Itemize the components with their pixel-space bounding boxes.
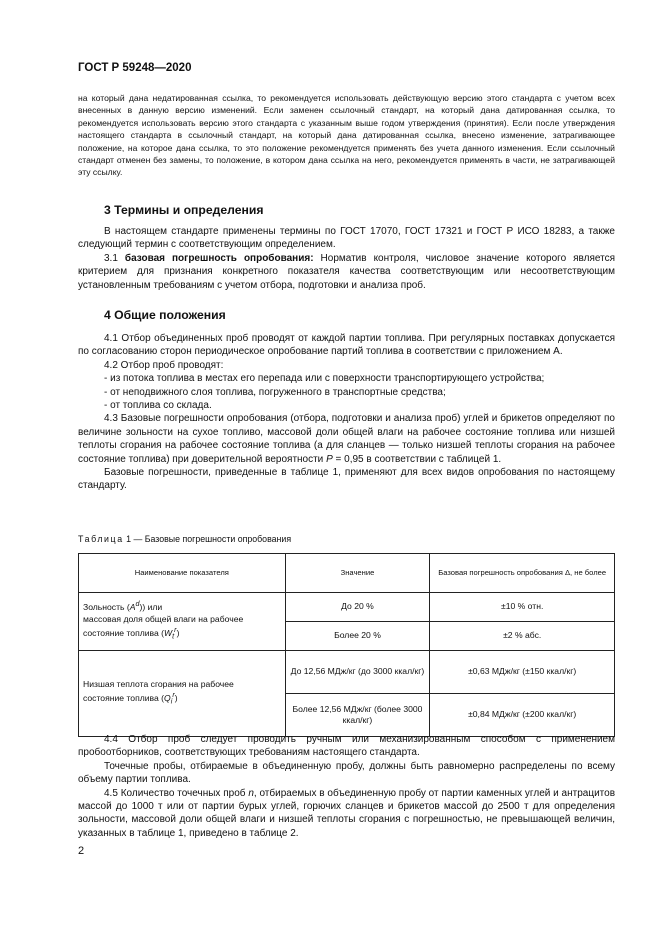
value-cell: До 20 % [285, 593, 430, 622]
section-3-text [78, 225, 615, 292]
paragraph-4-1: 4.1 Отбор объединенных проб проводят от каждой партии топлива. При регулярных поставках допускается по согласованию сторон периодическое опробование партий топлива в соответствии с приложением А. [78, 333, 615, 358]
indicator-calorific-label: Низшая теплота сгорания на рабочее состояние топлива $(Q_i^r)$ [83, 678, 234, 706]
error-table [78, 553, 615, 737]
page-number: 2 [78, 845, 85, 857]
section-3-intro: В настоящем стандарте применены термины по ГОСТ 17070, ГОСТ 17321 и ГОСТ Р ИСО 18283, а также следующий термин с соответствующим определением. [78, 226, 615, 251]
term-definition: 3.1 базовая погрешность опробования: Норматив контроля, числовое значение которого является критерием для признания конкретного показателя качества соответствующим или несоответствующим установленным требованиям с учетом отбора, подготовки и анализа проб. [78, 252, 615, 291]
indicator-calorific [79, 651, 286, 737]
table-row [79, 651, 615, 694]
paragraph-4-4: 4.4 Отбор проб следует проводить ручным или механизированным способом с применением пробоотборников, соответствующих требованиям настоящего стандарта. [78, 734, 615, 759]
paragraph-4-5: 4.5 Количество точечных проб n, отбираемых в объединенную пробу от партии каменных углей и антрацитов массой до 1000 т или от партии бурых углей, горючих сланцев и брикетов массой до 2500 т для определения зольности, массовой доли общей влаги и низшей теплоты сгорания с погрешностью, не превышающей величин, указанных в таблице 1, приведено в таблице 2. [78, 787, 616, 839]
value-cell: До 12,56 МДж/кг (до 3000 ккал/кг) [285, 651, 430, 694]
section-3-heading: 3 Термины и определения [104, 203, 264, 217]
table-row [79, 593, 615, 622]
error-cell: ±10 % отн. [430, 593, 615, 622]
header-value: Значение [285, 554, 430, 593]
value-cell: Более 20 % [285, 622, 430, 651]
error-cell: ±0,63 МДж/кг (±150 ккал/кг) [430, 651, 615, 694]
error-cell: ±0,84 МДж/кг (±200 ккал/кг) [430, 694, 615, 737]
paragraph-4-3-b: Базовые погрешности, приведенные в таблице 1, применяют для всех видов опробования по настоящему стандарту. [78, 467, 615, 492]
indicator-ash-label: Зольность $(A^d)$) или массовая доля общей влаги на рабочее состояние топлива $(W_t^r)$ [83, 600, 244, 641]
indicator-ash-moisture [79, 593, 286, 651]
term-name: базовая погрешность опробования: [124, 252, 314, 264]
paragraph-4-3: 4.3 Базовые погрешности опробования (отбора, подготовки и анализа проб) углей и брикетов определяют по величине зольности на сухое топливо, массовой доли общей влаги на рабочее состояние топлива или низшей теплоты сгорания на рабочее состояние топлива (а для сланцев — только низшей теплоты сгорания на рабочее состояние топлива) при доверительной вероятности P = 0,95 в соответствии с таблицей 1. [78, 413, 615, 465]
list-item: - от неподвижного слоя топлива, погруженного в транспортные средства; [104, 386, 446, 398]
after-table-text [78, 733, 615, 840]
paragraph-4-4-b: Точечные пробы, отбираемые в объединенную пробу, должны быть равномерно распределены по всему объему партии топлива. [78, 760, 615, 786]
list-item: - из потока топлива в местах его перепада или с поверхности транспортирующего устройства; [104, 373, 545, 385]
section-4-heading: 4 Общие положения [104, 308, 226, 322]
header-indicator: Наименование показателя [79, 554, 286, 593]
header-error: Базовая погрешность опробования Δ, не более [430, 554, 615, 593]
section-4-text [78, 332, 615, 493]
paragraph-4-2: 4.2 Отбор проб проводят: [104, 359, 224, 371]
document-id: ГОСТ Р 59248—2020 [78, 62, 192, 74]
intro-paragraph: на который дана недатированная ссылка, то рекомендуется использовать действующую версию этого стандарта с учетом всех внесенных в данную версию изменений. Если заменен ссылочный стандарт, на который дана датированная ссылка, то рекомендуется использовать версию этого стандарта с указанным выше годом утверждения (принятия). Если после утверждения настоящего стандарта в ссылочный стандарт, на который дана датированная ссылка, внесено изменение, затрагивающее положение, на которое дана ссылка, то это положение рекомендуется применять без учета данного изменения. Если ссылочный стандарт отменен без замены, то положение, в котором дана ссылка на него, рекомендуется применять в части, не затрагивающей эту ссылку. [78, 93, 615, 178]
value-cell: Более 12,56 МДж/кг (более 3000 ккал/кг) [285, 694, 430, 737]
table-caption: Таблица 1 — Базовые погрешности опробования [78, 534, 292, 544]
table-header-row [79, 554, 615, 593]
error-cell: ±2 % абс. [430, 622, 615, 651]
list-item: - от топлива со склада. [104, 400, 212, 412]
